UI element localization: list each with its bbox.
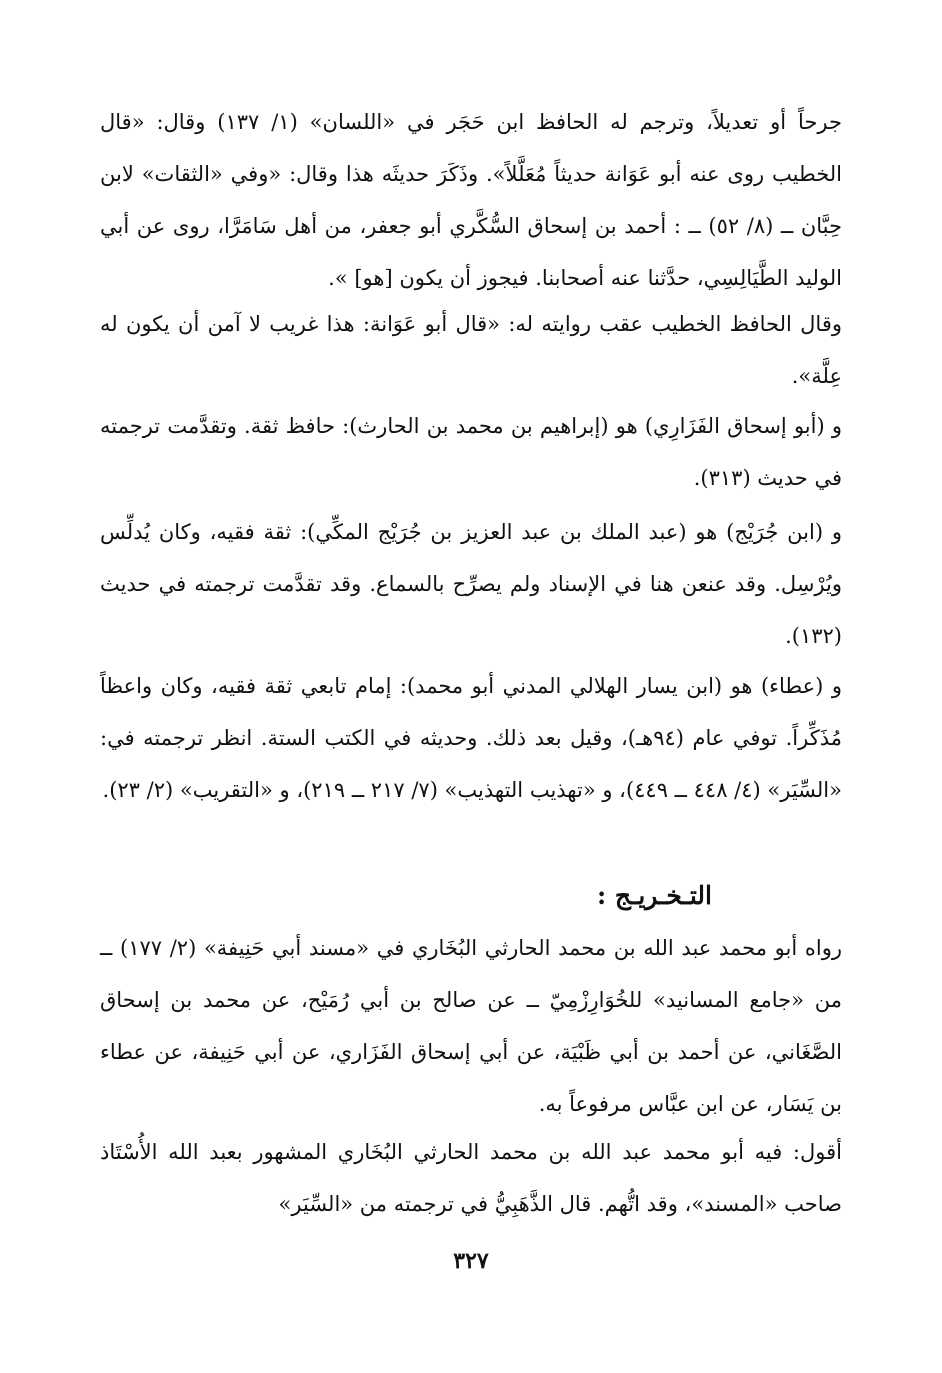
paragraph-narrator-ahmad: جرحاً أو تعديلاً، وترجم له الحافظ ابن حَجَر في «اللسان» (١/ ١٣٧) وقال: «قال الخطيب روى عنه أبو عَوَانة حديثاً مُعَلَّلاً». وذَكَرَ حديثَه هذا وقال: «وفي «الثقات» لابن حِبَّان ــ (٨/ ٥٢) ــ : أحمد بن إسحاق السُّكَّري أبو جعفر، من أهل سَامَرَّا، روى عن أبي الوليد الطَّيَالِسِي، حدَّثنا عنه أصحابنا. فيجوز أن يكون [هو] ». [100, 110, 842, 290]
paragraph-aqulu: أقول: فيه أبو محمد عبد الله بن محمد الحارثي البُخَاري المشهور بعبد الله الأُسْتَاذ صاحب «المسند»، وقد اتُّهم. قال الذَّهَبِيُّ في ترجمته من «السِّيَر» [100, 1140, 842, 1216]
section-heading-takhrij: التـخـريـج : [596, 881, 712, 910]
page-number: ٣٢٧ [453, 1248, 489, 1274]
paragraph-takhrij: رواه أبو محمد عبد الله بن محمد الحارثي البُخَاري في «مسند أبي حَنِيفة» (٢/ ١٧٧) ــ من «جامع المسانيد» للخُوَارِزْمِيّ ــ عن صالح بن أبي رُمَيْح، عن محمد بن إسحاق الصَّغَاني، عن أحمد بن أبي ظَبْيَة، عن أبي إسحاق الفَزَاري، عن أبي حَنِيفة، عن عطاء بن يَسَار، عن ابن عبَّاس مرفوعاً به. [100, 936, 842, 1116]
paragraph-ata: و (عطاء) هو (ابن يسار الهلالي المدني أبو محمد): إمام تابعي ثقة فقيه، وكان واعظاً مُذَكِّراً. توفي عام (٩٤هـ)، وقيل بعد ذلك. وحديثه في الكتب الستة. انظر ترجمته في: «السِّيَر» (٤/ ٤٤٨ ــ ٤٤٩)، و «تهذيب التهذيب» (٧/ ٢١٧ ــ ٢١٩)، و «التقريب» (٢/ ٢٣). [100, 674, 842, 802]
paragraph-khatib-comment: وقال الحافظ الخطيب عقب روايته له: «قال أبو عَوَانة: هذا غريب لا آمن أن يكون له عِلَّة». [100, 312, 842, 388]
paragraph-abu-ishaq: و (أبو إسحاق الفَزَارِي) هو (إبراهيم بن محمد بن الحارث): حافظ ثقة. وتقدَّمت ترجمته في حديث (٣١٣). [100, 414, 842, 490]
paragraph-ibn-jurayj: و (ابن جُرَيْج) هو (عبد الملك بن عبد العزيز بن جُرَيْج المكِّي): ثقة فقيه، وكان يُدلِّس ويُرْسِل. وقد عنعن هنا في الإسناد ولم يصرِّح بالسماع. وقد تقدَّمت ترجمته في حديث (١٣٢). [100, 520, 842, 648]
